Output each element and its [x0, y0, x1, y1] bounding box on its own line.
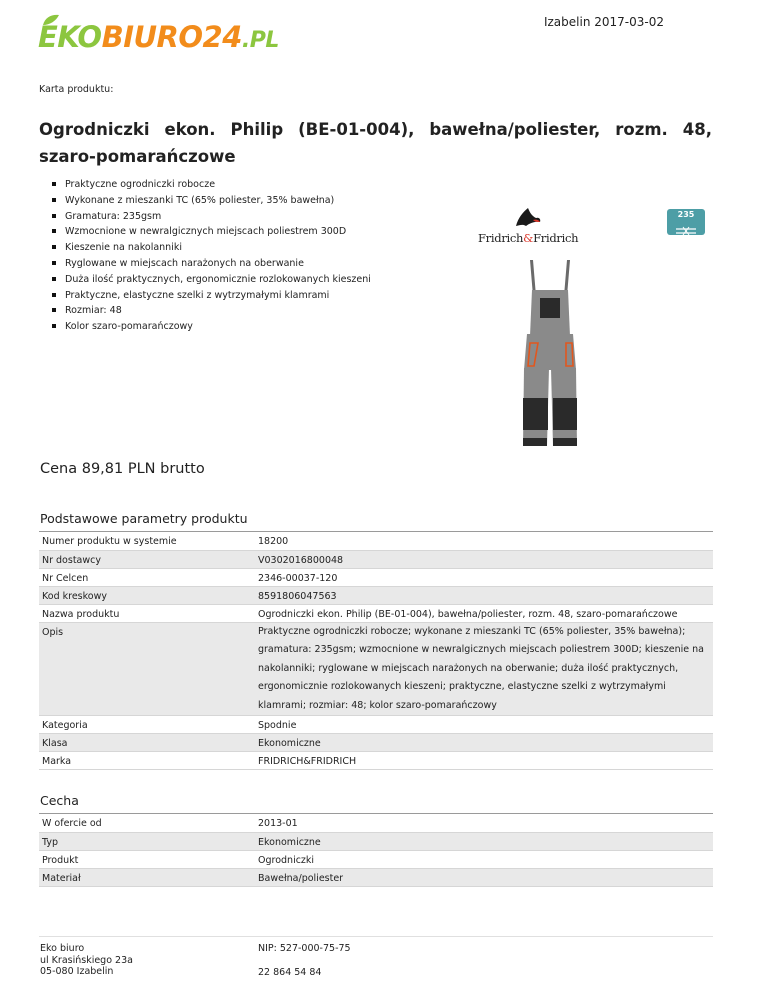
feature-item: Gramatura: 235gsm [52, 209, 371, 225]
feature-item: Kolor szaro-pomarańczowy [52, 319, 371, 335]
table-row [39, 814, 713, 832]
param-value: FRIDRICH&FRIDRICH [255, 752, 713, 770]
param-label: Opis [39, 622, 255, 715]
features-table [39, 814, 713, 887]
postal-address: 05-080 Izabelin [40, 966, 114, 978]
table-row [39, 752, 713, 770]
params-table [39, 532, 713, 770]
param-label: Kod kreskowy [39, 586, 255, 604]
params-heading: Podstawowe parametry produktu [40, 511, 248, 526]
feature-item: Wzmocnione w newralgicznych miejscach poliestrem 300D [52, 224, 371, 240]
param-label: Nr dostawcy [39, 550, 255, 568]
param-value: V0302016800048 [255, 550, 713, 568]
features-heading: Cecha [40, 793, 79, 808]
company-name: Eko biuro [40, 943, 85, 954]
param-value: 2346-00037-120 [255, 568, 713, 586]
footer-phone: 22 864 54 84 [258, 967, 322, 978]
table-row [39, 868, 713, 886]
table-row [39, 586, 713, 604]
feature-item: Praktyczne, elastyczne szelki z wytrzymałymi klamrami [52, 288, 371, 304]
feature-item: Rozmiar: 48 [52, 303, 371, 319]
param-label: Marka [39, 752, 255, 770]
table-row [39, 622, 713, 715]
param-label: Numer produktu w systemie [39, 532, 255, 550]
table-row [39, 716, 713, 734]
feature-value: 2013-01 [255, 814, 713, 832]
table-row [39, 832, 713, 850]
param-label: Kategoria [39, 716, 255, 734]
site-logo[interactable] [38, 14, 278, 56]
table-row [39, 550, 713, 568]
param-label: Nr Celcen [39, 568, 255, 586]
brand-logo [478, 204, 578, 249]
param-value: 8591806047563 [255, 586, 713, 604]
product-image [510, 258, 590, 448]
feature-label: Produkt [39, 850, 255, 868]
product-price: Cena 89,81 PLN brutto [40, 461, 205, 477]
table-row [39, 532, 713, 550]
table-row [39, 568, 713, 586]
street-address: ul Krasińskiego 23a [40, 954, 133, 966]
gsm-value: 235 [677, 210, 695, 219]
fabric-weight-icon [673, 226, 699, 236]
footer-divider [39, 936, 713, 937]
brand-wordmark: Fridrich&Fridrich [478, 231, 579, 245]
feature-item: Wykonane z mieszanki TC (65% poliester, 35% bawełna) [52, 193, 371, 209]
table-row [39, 734, 713, 752]
gsm-badge [667, 209, 705, 235]
feature-label: W ofercie od [39, 814, 255, 832]
param-label: Klasa [39, 734, 255, 752]
logo-wordmark: EKOBIURO24.PL [38, 20, 279, 54]
table-row [39, 604, 713, 622]
feature-item: Duża ilość praktycznych, ergonomicznie rozlokowanych kieszeni [52, 272, 371, 288]
document-date: Izabelin 2017-03-02 [543, 15, 664, 29]
feature-list [52, 177, 371, 335]
product-title: Ogrodniczki ekon. Philip (BE-01-004), bawełna/poliester, rozm. 48, szaro-pomarańczowe [39, 120, 712, 166]
param-value: Praktyczne ogrodniczki robocze; wykonane z mieszanki TC (65% poliester, 35% bawełna); gramatura: 235gsm; wzmocnione w newralgicznych miejscach poliestrem 300D; kieszenie na nakolanniki; ryglowane w miejscach narażonych na oberwanie; duża ilość praktycznych, ergonomicznie rozlokowanych kieszeni; praktyczne, elastyczne szelki z wytrzymałymi klamrami; rozmiar: 48; kolor szaro-pomarańczowy [255, 622, 713, 715]
feature-label: Typ [39, 832, 255, 850]
param-value: Ekonomiczne [255, 734, 713, 752]
shark-icon [478, 204, 578, 230]
feature-item: Praktyczne ogrodniczki robocze [52, 177, 371, 193]
feature-label: Materiał [39, 868, 255, 886]
feature-item: Kieszenie na nakolanniki [52, 240, 371, 256]
footer-nip: NIP: 527-000-75-75 [258, 943, 351, 954]
section-label: Karta produktu: [39, 84, 114, 95]
param-label: Nazwa produktu [39, 604, 255, 622]
feature-item: Ryglowane w miejscach narażonych na oberwanie [52, 256, 371, 272]
feature-value: Ekonomiczne [255, 832, 713, 850]
param-value: Spodnie [255, 716, 713, 734]
table-row [39, 850, 713, 868]
param-value: Ogrodniczki ekon. Philip (BE-01-004), bawełna/poliester, rozm. 48, szaro-pomarańczowe [255, 604, 713, 622]
feature-value: Ogrodniczki [255, 850, 713, 868]
footer-address [40, 943, 133, 978]
feature-value: Bawełna/poliester [255, 868, 713, 886]
param-value: 18200 [255, 532, 713, 550]
